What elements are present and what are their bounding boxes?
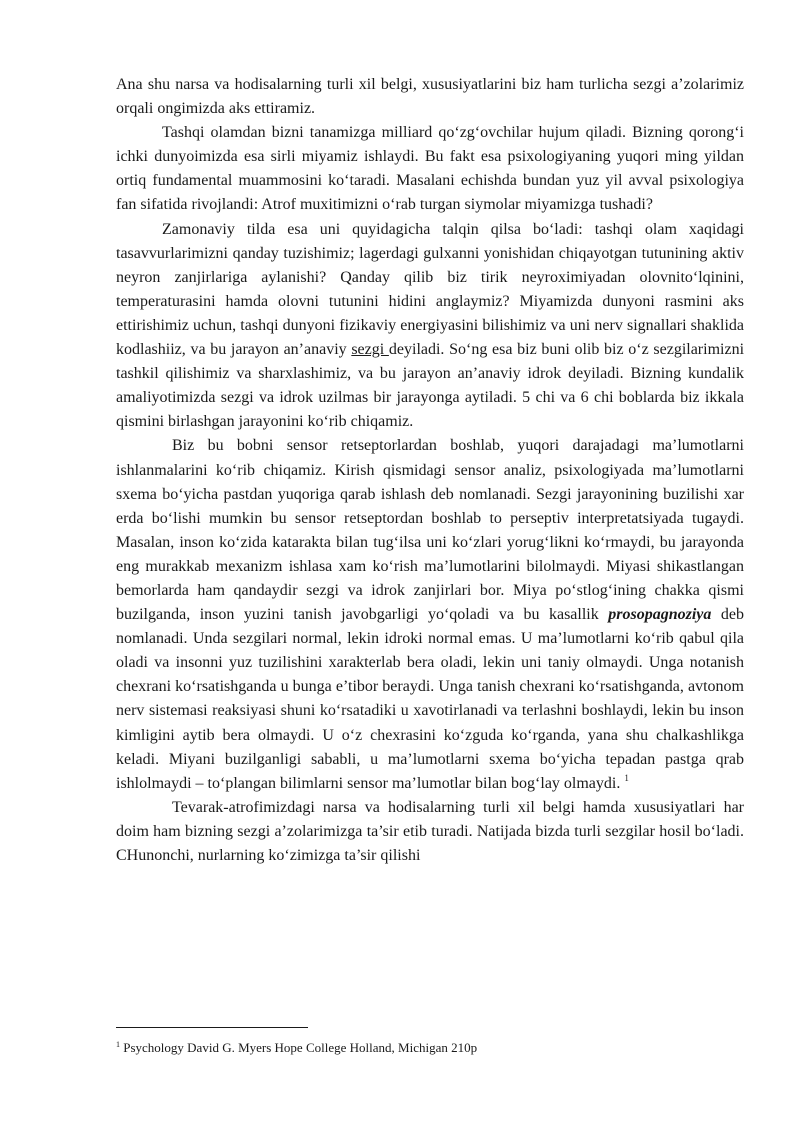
term-sezgi: sezgi [351,341,389,359]
paragraph-3-text-a: Zamonaviy tilda esa uni quyidagicha talqin qilsa bo‘ladi: tashqi olam xaqidagi tasavvurlarimizni qanday tuzishimiz; lagerdagi gulxanni yonishidan chiqayotgan tutunining aktiv neyron zanjirlariga aylanishi? Qanday qilib biz tirik neyroximiyadan olovnito‘lqinini, temperaturasini hamda olovni tutunini hidini anglaymiz? Miyamizda dunyoni rasmini aks ettirishimiz uchun, tashqi dunyoni fizikaviy energiyasini bilishimiz va uni nerv signallari shaklida kodlashiiz, va bu jarayon an’anaviy [116,220,744,359]
footnote [116,1040,744,1056]
paragraph-2: Tashqi olamdan bizni tanamizga milliard qo‘zg‘ovchilar hujum qiladi. Bizning qorong‘i ichki dunyoimizda esa sirli miyamiz ishlaydi. Bu fakt esa psixologiyaning yuqori ming yildan ortiq fundamental muammosini ko‘taradi. Masalani echishda bundan yuz yil avval psixologiya fan sifatida rivojlandi: Atrof muxitimizni o‘rab turgan siymolar miyamizga tushadi? [116,124,744,214]
body-text [116,73,744,868]
footnote-text: Psychology David G. Myers Hope College Holland, Michigan 210p [120,1040,478,1055]
paragraph-1: Ana shu narsa va hodisalarning turli xil belgi, xususiyatlarini biz ham turlicha sezgi a’zolarimiz orqali ongimizda aks ettiramiz. [116,76,744,118]
term-prosopagnoziya: prosopagnoziya [608,606,712,624]
footnote-marker: 1 [116,1040,120,1049]
footnote-divider [116,1027,308,1028]
paragraph-5: Tevarak-atrofimizdagi narsa va hodisalarning turli xil belgi hamda xususiyatlari har doim ham bizning sezgi a’zolarimizga ta’sir etib turadi. Natijada bizda turli sezgilar hosil bo‘ladi. CHunonchi, nurlarning ko‘zimizga ta’sir qilishi [116,798,744,864]
paragraph-4 [116,434,744,795]
footnote-reference[interactable]: 1 [624,772,629,783]
paragraph-3 [116,218,744,435]
paragraph-4-text-a: Biz bu bobni sensor retseptorlardan boshlab, yuqori darajadagi ma’lumotlarni ishlanmalarini ko‘rib chiqamiz. Kirish qismidagi sensor analiz, psixologiyada ma’lumotlarni sxema bo‘yicha pastdan yuqoriga qarab ishlash deb nomlanadi. Sezgi jarayonining buzilishi xar erda bo‘lishi mumkin bu sensor retseptordan boshlab to perseptiv interpretatsiyada tugaydi. Masalan, inson ko‘zida katarakta bilan tug‘ilsa uni ko‘zlari yorug‘likni ko‘rmaydi, bu jarayonda eng murakkab mexanizm ishlasa xam ko‘rish ma’lumotlarini bilolmaydi. Miyasi shikastlangan bemorlarda ham qandaydir sezgi va idrok zanjirlari bor. Miya po‘stlog‘ining chakka qismi buzilganda, inson yuzini tanish javobgarligi yo‘qoladi va bu kasallik [116,437,744,624]
paragraph-3-text-b: deyiladi. So‘ng esa biz buni olib biz o‘z sezgilarimizni tashkil qilishimiz va sharxlashimiz, va bu jarayon an’anaviy idrok deyiladi. Bizning kundalik amaliyotimizda sezgi va idrok uzilmas bir jarayonga aytiladi. 5 chi va 6 chi boblarda biz ikkala qismini birlashgan jarayonini ko‘rib chiqamiz. [116,341,745,431]
paragraph-4-text-b: deb nomlanadi. Unda sezgilari normal, lekin idroki normal emas. U ma’lumotlarni ko‘rib qabul qila oladi va insonni yuz tuzilishini xarakterlab bera oladi, lekin uni taniy olmaydi. Unga notanish chexrani ko‘rsatishganda u bunga e’tibor beraydi. Unga tanish chexrani ko‘rsatishganda, avtonom nerv sistemasi reaksiyasi shuni ko‘rsatadiki u xavotirlanadi va terlashni boshlaydi, lekin bu inson kimligini aytib bera olmaydi. U o‘z chexrasini ko‘zguda ko‘rganda, yana shu chalkashlikga keladi. Miyani buzilganligi sababli, u ma’lumotlarni sxema bo‘yicha tepadan pastga qrab ishlolmaydi – to‘plangan bilimlarni sensor ma’lumotlar bilan bog‘lay olmaydi. [116,606,744,792]
